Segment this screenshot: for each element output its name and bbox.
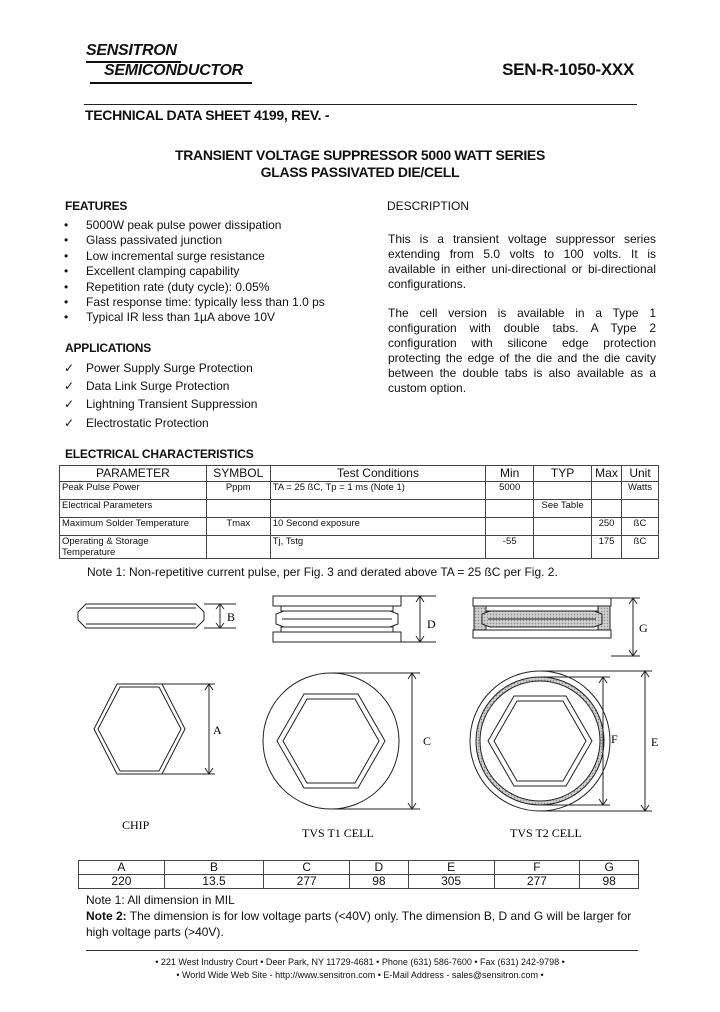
feature-item (64, 280, 364, 295)
bullet-icon: • (64, 295, 69, 310)
dim-label-a: A (213, 723, 222, 737)
table-cell (622, 500, 659, 518)
dimension-value: 98 (350, 875, 409, 889)
note-2-label: Note 2: (86, 909, 127, 923)
application-item (64, 395, 364, 413)
checkmark-icon: ✓ (64, 415, 75, 430)
t1-top-view (263, 673, 420, 809)
table-cell: Tj, Tstg (270, 536, 485, 559)
feature-text: Fast response time: typically less than 1.0 ps (86, 295, 325, 310)
data-sheet-title: TECHNICAL DATA SHEET 4199, REV. - (85, 107, 330, 123)
applications-heading: APPLICATIONS (65, 341, 152, 355)
chip-top-view (94, 684, 215, 774)
t2-side-view (473, 598, 640, 656)
dim-label-d: D (427, 617, 436, 631)
application-text: Power Supply Surge Protection (86, 361, 253, 375)
application-item (64, 414, 364, 432)
table-row (60, 518, 659, 536)
application-text: Data Link Surge Protection (86, 379, 230, 394)
dimension-value: 277 (494, 875, 580, 889)
checkmark-icon: ✓ (64, 379, 75, 394)
table-cell (486, 500, 534, 518)
dimensions-value-row (79, 875, 639, 889)
bullet-icon: • (64, 264, 69, 279)
dim-label-f: F (611, 732, 618, 746)
dimensions-table (78, 860, 639, 889)
feature-item (64, 218, 364, 233)
caption-t1-cell: TVS T1 CELL (302, 826, 374, 840)
feature-text: Repetition rate (duty cycle): 0.05% (86, 279, 270, 294)
footer-address: • 221 West Industry Court • Deer Park, NY 11729-4681 • Phone (631) 586-7600 • Fax (631) 242-9798 • (155, 957, 565, 967)
t1-side-view (273, 596, 436, 642)
electrical-table (59, 465, 659, 559)
footer-web: • World Wide Web Site - http://www.sensitron.com • E-Mail Address - sales@sensitron.com • (176, 970, 544, 980)
table-cell (534, 536, 592, 559)
dimension-header: A (79, 861, 165, 875)
dimensions-header-row (79, 861, 639, 875)
table-cell: TA = 25 ßC, Tp = 1 ms (Note 1) (270, 482, 485, 500)
chip-side-view (78, 604, 236, 628)
table-cell (592, 482, 622, 500)
dimension-header: B (164, 861, 263, 875)
dim-label-c: C (423, 734, 432, 748)
feature-item (64, 233, 364, 248)
table-row (60, 500, 659, 518)
applications-list (64, 359, 364, 432)
application-text: Lightning Transient Suppression (86, 397, 258, 412)
dimension-value: 220 (79, 875, 165, 889)
dim-label-b: B (227, 610, 236, 624)
electrical-table-header (60, 466, 659, 482)
bullet-icon: • (64, 310, 69, 325)
feature-text: Typical IR less than 1µA above 10V (86, 310, 276, 325)
dimension-header: D (350, 861, 409, 875)
table-row (60, 536, 659, 559)
feature-text: Glass passivated junction (86, 233, 223, 248)
feature-item (64, 249, 364, 264)
dimension-value: 98 (580, 875, 639, 889)
description-paragraph-1: This is a transient voltage suppressor series extending from 5.0 volts to 100 volts. It is available in either uni-directional or bi-directional configurations. (388, 232, 656, 291)
footer (0, 956, 720, 982)
application-item (64, 377, 364, 395)
note-1: Note 1: All dimension in MIL (86, 893, 235, 907)
table-cell (592, 500, 622, 518)
dimension-value: 277 (264, 875, 350, 889)
dimension-header: F (494, 861, 580, 875)
part-number: SEN-R-1050-XXX (502, 60, 634, 79)
dim-label-g: G (639, 621, 648, 635)
features-list (64, 218, 364, 326)
checkmark-icon: ✓ (64, 397, 75, 412)
footer-divider (86, 950, 638, 951)
description-paragraph-2: The cell version is available in a Type 1 configuration with double tabs. A Type 2 configuration with silicone edge protection protecting the edge of the die and the die cavity between the double tabs is also available as a custom option. (388, 306, 656, 395)
logo-line-1: SENSITRON (86, 42, 177, 59)
table-cell: -55 (486, 536, 534, 559)
electrical-note-1: Note 1: Non-repetitive current pulse, per Fig. 3 and derated above TA = 25 ßC per Fig. 2. (87, 565, 558, 579)
logo-rule-2 (90, 82, 252, 84)
table-cell: Watts (622, 482, 659, 500)
table-cell: Tmax (206, 518, 270, 536)
electrical-heading: ELECTRICAL CHARACTERISTICS (65, 447, 254, 461)
table-cell (206, 536, 270, 559)
table-cell: Maximum Solder Temperature (60, 518, 207, 536)
table-cell: Operating & Storage Temperature (60, 536, 207, 559)
table-cell: ßC (622, 536, 659, 559)
bullet-icon: • (64, 218, 69, 232)
header-divider (84, 104, 637, 105)
note-2 (86, 908, 646, 940)
column-header: Test Conditions (270, 466, 485, 482)
column-header: Unit (622, 466, 659, 482)
table-cell (534, 482, 592, 500)
bullet-icon: • (64, 279, 69, 294)
column-header: TYP (534, 466, 592, 482)
table-cell: 10 Second exposure (270, 518, 485, 536)
table-cell (270, 500, 485, 518)
description-heading: DESCRIPTION (387, 199, 470, 213)
caption-t2-cell: TVS T2 CELL (510, 826, 582, 840)
table-cell: ßC (622, 518, 659, 536)
dimension-header: E (408, 861, 494, 875)
feature-item (64, 310, 364, 325)
table-cell: Pppm (206, 482, 270, 500)
checkmark-icon: ✓ (64, 361, 75, 375)
page-title: TRANSIENT VOLTAGE SUPPRESSOR 5000 WATT SERIES (174, 147, 545, 163)
column-header: Min (486, 466, 534, 482)
table-cell (534, 518, 592, 536)
caption-chip: CHIP (122, 818, 150, 832)
bullet-icon: • (64, 248, 69, 263)
column-header: SYMBOL (206, 466, 270, 482)
table-cell: 175 (592, 536, 622, 559)
note-2-text: The dimension is for low voltage parts (<40V) only. The dimension B, D and G will be larger for high voltage parts (>40V). (86, 909, 632, 939)
page-subtitle: GLASS PASSIVATED DIE/CELL (260, 164, 460, 180)
table-row (60, 482, 659, 500)
table-cell: Peak Pulse Power (60, 482, 207, 500)
column-header: PARAMETER (60, 466, 207, 482)
dimension-notes (86, 892, 646, 940)
mechanical-drawings (0, 580, 720, 845)
bullet-icon: • (64, 233, 69, 248)
table-cell (206, 500, 270, 518)
application-item (64, 359, 364, 377)
feature-text: Excellent clamping capability (86, 264, 240, 279)
table-cell: 5000 (486, 482, 534, 500)
features-heading: FEATURES (65, 199, 128, 213)
table-cell: See Table (534, 500, 592, 518)
dimension-value: 305 (408, 875, 494, 889)
logo-line-2: SEMICONDUCTOR (104, 62, 243, 79)
feature-text: 5000W peak pulse power dissipation (86, 218, 282, 232)
table-cell: Electrical Parameters (60, 500, 207, 518)
table-cell: 250 (592, 518, 622, 536)
feature-item (64, 295, 364, 310)
dim-label-e: E (651, 735, 659, 749)
table-cell (486, 518, 534, 536)
t2-top-view (470, 671, 652, 811)
feature-text: Low incremental surge resistance (86, 248, 265, 263)
feature-item (64, 264, 364, 279)
column-header: Max (592, 466, 622, 482)
dimension-value: 13.5 (164, 875, 263, 889)
dimension-header: G (580, 861, 639, 875)
application-text: Electrostatic Protection (86, 415, 209, 430)
dimension-header: C (264, 861, 350, 875)
